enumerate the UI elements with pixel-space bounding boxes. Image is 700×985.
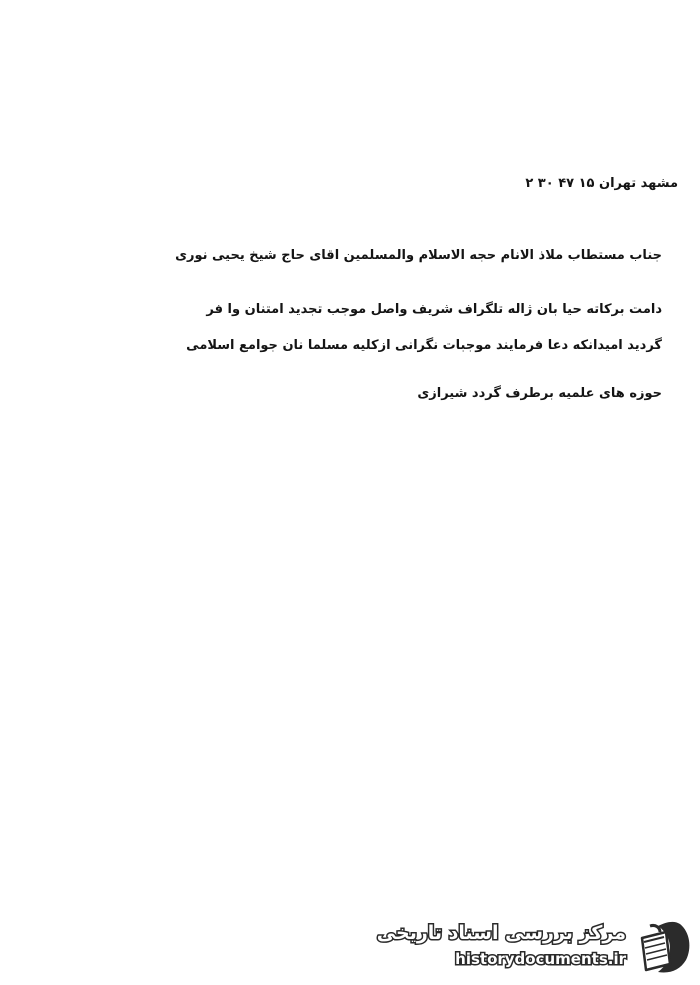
telegram-header: مشهد تهران ۱۵ ۴۷ ۳۰ ۲	[525, 176, 678, 191]
document-archive-icon	[636, 918, 692, 976]
telegram-line-4: حوزه های علمیه برطرف گردد شیرازی	[417, 386, 662, 401]
telegram-line-3: گردید امیدانکه دعا فرمایند موجبات نگرانی ازکلیه مسلما نان جوامع اسلامی	[186, 338, 662, 353]
watermark-url: historydocuments.ir	[455, 950, 626, 968]
archive-watermark	[376, 918, 692, 976]
watermark-title: مرکز بررسی اسناد تاریخی	[376, 922, 626, 944]
telegram-line-1: جناب مستطاب ملاذ الانام حجه الاسلام والمسلمین اقای حاج شیخ یحیی نوری	[175, 248, 662, 263]
telegram-line-2: دامت برکاته حیا بان ژاله تلگراف شریف واصل موجب تجدید امتنان وا فر	[206, 302, 662, 317]
